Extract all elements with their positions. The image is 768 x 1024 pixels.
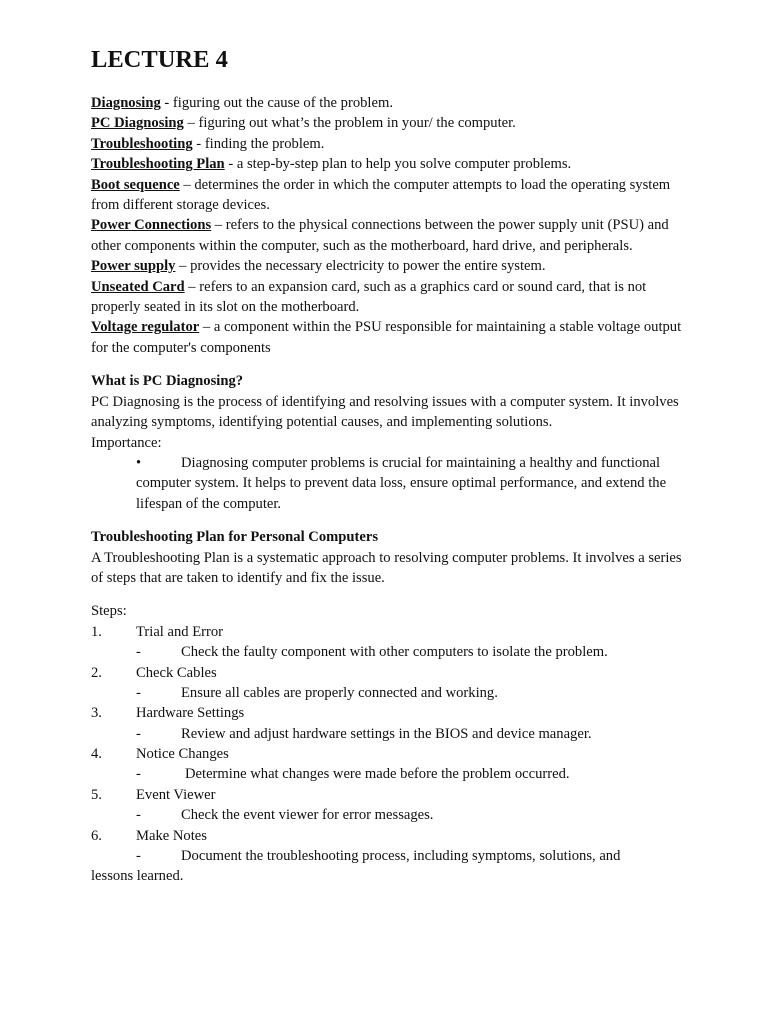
step-label: Check Cables	[136, 664, 217, 681]
definition-text: – refers to the physical connections between the power supply unit (PSU) and other components within the computer, such as the motherboard, hard drive, and peripherals.	[91, 217, 669, 254]
definition-text: – determines the order in which the computer attempts to load the operating system from different storage devices.	[91, 176, 671, 214]
step-label: Make Notes	[136, 827, 207, 844]
step-item	[91, 703, 691, 723]
definition-term: Voltage regulator	[91, 319, 200, 336]
step-item	[91, 744, 691, 764]
dash-mark: -	[136, 644, 141, 661]
definition-item	[91, 113, 691, 133]
definition-item	[91, 277, 691, 318]
definition-term: Power supply	[91, 258, 176, 275]
definition-item	[91, 215, 691, 256]
section-body: PC Diagnosing is the process of identifying and resolving issues with a computer system. It involves analyzing symptoms, identifying potential causes, and implementing solutions.	[91, 393, 679, 431]
importance-label: Importance:	[91, 434, 162, 451]
definition-item	[91, 134, 691, 154]
step-item	[91, 785, 691, 805]
section-heading: Troubleshooting Plan for Personal Computers	[91, 529, 379, 546]
steps-label: Steps:	[91, 603, 127, 620]
section-heading: What is PC Diagnosing?	[91, 373, 244, 390]
definition-item	[91, 317, 691, 358]
step-label: Trial and Error	[136, 623, 224, 640]
step-detail-text: Review and adjust hardware settings in the BIOS and device manager.	[181, 725, 592, 742]
dash-mark: -	[136, 848, 141, 865]
definition-text: - finding the problem.	[192, 135, 325, 152]
step-detail-continuation: lessons learned.	[91, 868, 184, 885]
step-detail	[91, 683, 691, 703]
step-detail-text: Document the troubleshooting process, including symptoms, solutions, and	[181, 848, 621, 865]
step-item	[91, 826, 691, 846]
spacer	[91, 588, 691, 601]
step-detail-text: Determine what changes were made before the problem occurred.	[185, 766, 570, 783]
dash-mark: -	[136, 684, 141, 701]
steps-list	[91, 622, 691, 887]
step-item	[91, 622, 691, 642]
step-detail-text: Ensure all cables are properly connected and working.	[181, 684, 498, 701]
step-label: Event Viewer	[136, 786, 216, 803]
step-detail-text: Check the faulty component with other computers to isolate the problem.	[181, 644, 608, 661]
definition-term: Boot sequence	[91, 176, 180, 193]
bullet-item	[91, 453, 691, 514]
step-label: Notice Changes	[136, 746, 229, 763]
page-title: LECTURE 4	[91, 46, 228, 73]
step-item	[91, 663, 691, 683]
definition-text: – a component within the PSU responsible for maintaining a stable voltage output for the computer's components	[91, 319, 682, 356]
definition-item	[91, 175, 691, 216]
definition-term: Troubleshooting	[91, 135, 193, 152]
dash-mark: -	[136, 766, 141, 783]
definition-term: Diagnosing	[91, 95, 161, 111]
dash-mark: -	[136, 725, 141, 742]
definition-item	[91, 154, 691, 174]
spacer	[91, 358, 691, 371]
step-detail-text: Check the event viewer for error messages.	[181, 807, 434, 824]
pc-diagnosing-section	[91, 371, 691, 514]
definition-item	[91, 93, 691, 113]
step-number: 1.	[91, 623, 102, 640]
step-detail	[91, 805, 691, 825]
definition-item	[91, 256, 691, 276]
definition-text: – provides the necessary electricity to power the entire system.	[175, 258, 546, 275]
definition-term: PC Diagnosing	[91, 115, 184, 132]
definition-text: – refers to an expansion card, such as a graphics card or sound card, that is not properly seated in its slot on the motherboard.	[91, 278, 647, 316]
section-body: A Troubleshooting Plan is a systematic approach to resolving computer problems. It involves a series of steps that are taken to identify and fix the issue.	[91, 549, 682, 586]
step-detail	[91, 764, 691, 784]
step-number: 2.	[91, 664, 102, 681]
step-number: 5.	[91, 786, 102, 803]
step-label: Hardware Settings	[136, 705, 245, 722]
troubleshooting-plan-section	[91, 527, 691, 887]
bullet-icon: •	[136, 454, 142, 471]
definition-term: Troubleshooting Plan	[91, 156, 225, 173]
spacer	[91, 514, 691, 527]
step-detail	[91, 846, 691, 887]
definitions-list	[91, 93, 691, 358]
definition-term: Power Connections	[91, 217, 212, 234]
step-detail	[91, 642, 691, 662]
dash-mark: -	[136, 807, 141, 824]
definition-text: – figuring out what’s the problem in your/ the computer.	[183, 115, 516, 132]
bullet-text: Diagnosing computer problems is crucial for maintaining a healthy and functional computer system. It helps to prevent data loss, ensure optimal performance, and extend the lifespan of the computer.	[136, 454, 667, 512]
step-number: 4.	[91, 746, 102, 763]
step-number: 6.	[91, 827, 102, 844]
step-number: 3.	[91, 705, 102, 722]
definition-text: - a step-by-step plan to help you solve computer problems.	[224, 156, 572, 173]
definition-text: - figuring out the cause of the problem.	[160, 95, 393, 111]
definition-term: Unseated Card	[91, 278, 185, 295]
step-detail	[91, 724, 691, 744]
document-page	[91, 44, 691, 887]
